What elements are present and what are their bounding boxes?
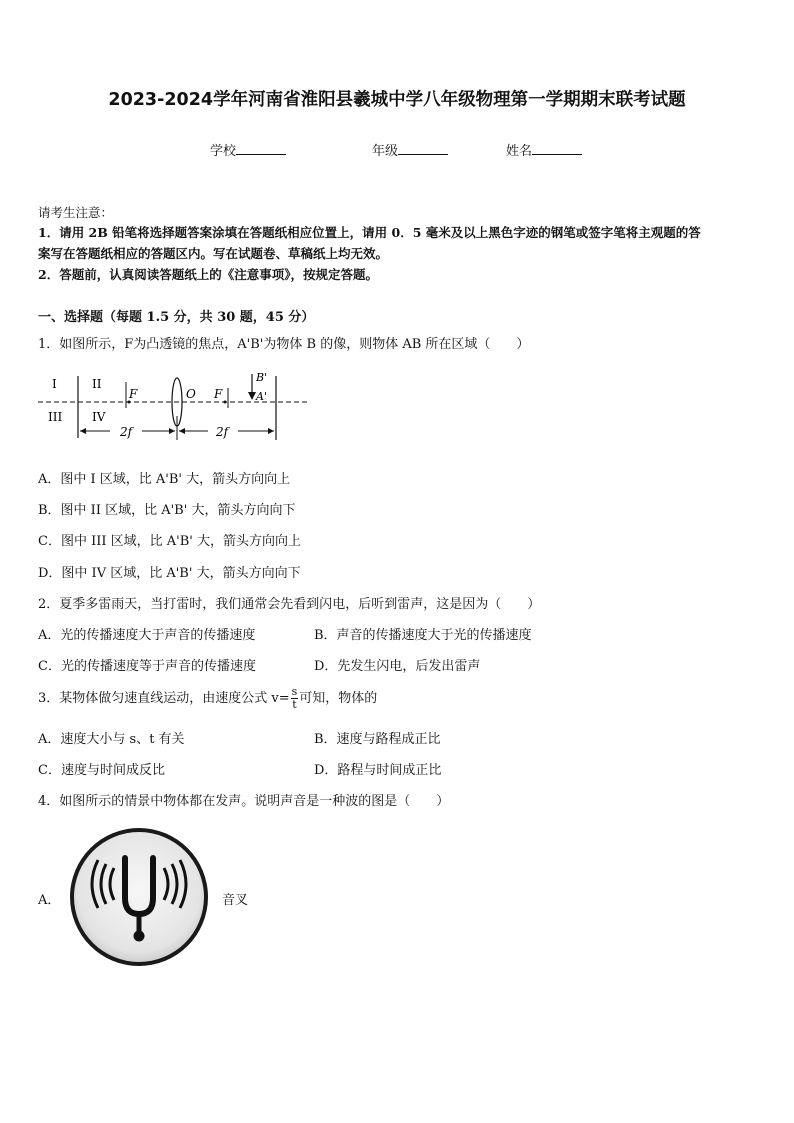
region-I-label: I [52, 377, 57, 391]
a-prime-label: A' [256, 390, 267, 403]
notice-item1-line2: 案写在答题纸相应的答题区内。写在试题卷、草稿纸上均无效。 [38, 246, 389, 261]
q2-option-a[interactable]: A．光的传播速度大于声音的传播速度 [38, 628, 256, 643]
notice-item1-line1: 1．请用 2B 铅笔将选择题答案涂填在答题纸相应位置上，请用 0．5 毫米及以上黑色字迹的钢笔或签字笔将主观题的答 [38, 225, 701, 240]
optical-center-label: O [186, 387, 196, 401]
velocity-fraction [291, 686, 299, 711]
grade-blank[interactable] [398, 142, 448, 155]
q3-stem-after: 可知，物体的 [299, 691, 378, 706]
b-prime-label: B' [256, 371, 268, 384]
dist-right-label: 2f [216, 425, 229, 439]
grade-field [372, 140, 448, 159]
q2-stem: 2．夏季多雷雨天，当打雷时，我们通常会先看到闪电，后听到雷声，这是因为（ ） [38, 597, 541, 612]
school-field [210, 140, 286, 159]
q3-option-c[interactable]: C．速度与时间成反比 [38, 763, 165, 778]
q1-stem: 1．如图所示，F为凸透镜的焦点，A'B'为物体 B 的像，则物体 AB 所在区域（ ） [38, 337, 530, 352]
section1-heading: 一、选择题（每题 1.5 分，共 30 题，45 分） [38, 310, 315, 325]
q3-option-a[interactable]: A．速度大小与 s、t 有关 [38, 732, 185, 747]
focus-right-label: F [214, 387, 223, 401]
q1-lens-diagram [36, 368, 312, 444]
exam-title: 2023-2024学年河南省淮阳县羲城中学八年级物理第一学期期末联考试题 [108, 90, 686, 110]
name-field [506, 140, 582, 159]
fraction-denominator: t [292, 698, 297, 711]
name-blank[interactable] [532, 142, 582, 155]
q1-option-d[interactable]: D．图中 IV 区域，比 A'B' 大，箭头方向向下 [38, 566, 301, 581]
focus-left-label: F [129, 387, 138, 401]
q4-option-a-letter[interactable]: A． [38, 893, 61, 908]
grade-label: 年级 [372, 144, 399, 159]
q1-option-b[interactable]: B．图中 II 区域，比 A'B' 大，箭头方向向下 [38, 503, 296, 518]
q4-stem: 4．如图所示的情景中物体都在发声。说明声音是一种波的图是（ ） [38, 794, 450, 809]
q3-option-d[interactable]: D．路程与时间成正比 [314, 763, 442, 778]
notice-item2: 2．答题前，认真阅读答题纸上的《注意事项》，按规定答题。 [38, 267, 378, 282]
q2-option-d[interactable]: D．先发生闪电，后发出雷声 [314, 659, 481, 674]
q4-option-a-caption: 音叉 [222, 893, 249, 908]
school-blank[interactable] [236, 142, 286, 155]
q3-stem-before: 3．某物体做匀速直线运动，由速度公式 v= [38, 691, 290, 706]
q2-option-b[interactable]: B．声音的传播速度大于光的传播速度 [314, 628, 532, 643]
region-III-label: III [48, 410, 63, 424]
q1-option-a[interactable]: A．图中 I 区域，比 A'B' 大，箭头方向向上 [38, 472, 291, 487]
q3-option-b[interactable]: B．速度与路程成正比 [314, 732, 441, 747]
school-label: 学校 [210, 144, 237, 159]
q2-option-c[interactable]: C．光的传播速度等于声音的传播速度 [38, 659, 256, 674]
region-IV-label: IV [92, 410, 106, 424]
tuning-fork-icon [68, 826, 210, 968]
dist-left-label: 2f [120, 425, 133, 439]
q3-stem [38, 686, 377, 711]
q1-option-c[interactable]: C．图中 III 区域，比 A'B' 大，箭头方向向上 [38, 534, 301, 549]
fraction-numerator: s [291, 685, 298, 698]
region-II-label: II [92, 377, 102, 391]
notice-heading: 请考生注意： [38, 205, 114, 220]
name-label: 姓名 [506, 144, 533, 159]
